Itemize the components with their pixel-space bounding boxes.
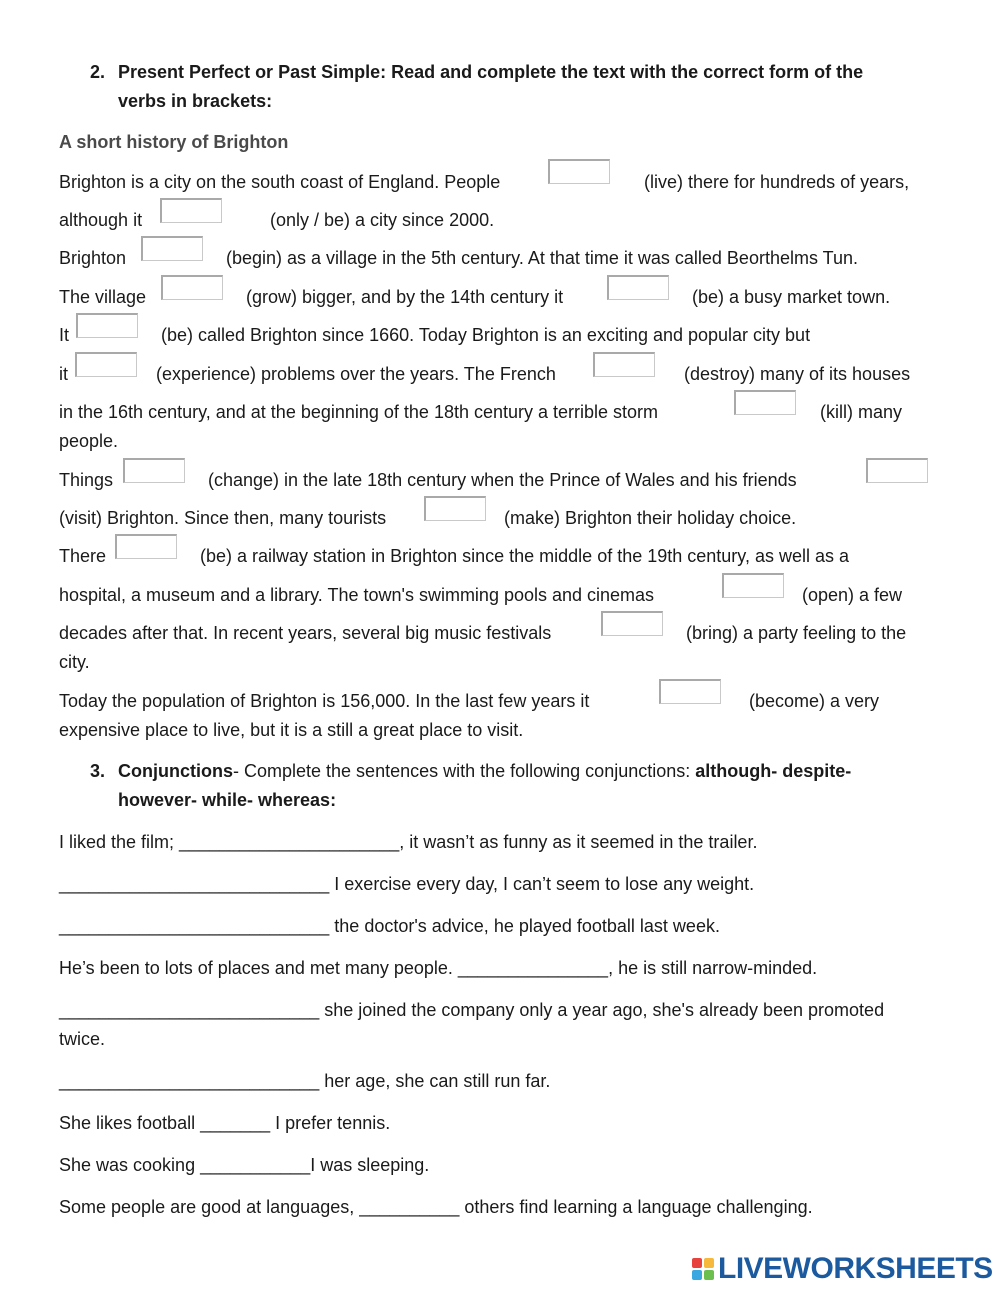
- text-line: (bring) a party feeling to the: [686, 623, 907, 643]
- answer-box-bring[interactable]: [601, 611, 663, 636]
- sentence-4: He’s been to lots of places and met many people. _______________, he is still narrow-minded.: [59, 958, 818, 978]
- text-line: (become) a very: [749, 691, 880, 711]
- text-line: (destroy) many of its houses: [684, 364, 911, 384]
- answer-box-destroy[interactable]: [593, 352, 655, 377]
- exercise-3-heading: [90, 757, 851, 815]
- text-line: Brighton is a city on the south coast of England. People: [59, 172, 501, 192]
- answer-box-make[interactable]: [424, 496, 486, 521]
- logo-text: LIVEWORKSHEETS: [718, 1252, 993, 1285]
- text-line: decades after that. In recent years, several big music festivals: [59, 623, 552, 643]
- sentence-6: __________________________ her age, she can still run far.: [59, 1071, 551, 1091]
- exercise-title-cont: verbs in brackets:: [118, 91, 273, 111]
- conjunction-list-cont: however- while- whereas:: [118, 790, 337, 810]
- logo-icon: [692, 1258, 714, 1280]
- text-subtitle: A short history of Brighton: [59, 132, 289, 152]
- exercise-number: 2.: [90, 62, 106, 82]
- text-line: (be) a railway station in Brighton since the middle of the 19th century, as well as a: [200, 546, 850, 566]
- text-line: (begin) as a village in the 5th century. At that time it was called Beorthelms Tun.: [226, 248, 858, 268]
- text-line: people.: [59, 431, 119, 451]
- text-line: Today the population of Brighton is 156,000. In the last few years it: [59, 691, 590, 711]
- answer-box-only-be[interactable]: [160, 198, 222, 223]
- conjunction-list: although- despite-: [695, 761, 852, 781]
- text-line: (visit) Brighton. Since then, many tourists: [59, 508, 387, 528]
- exercise-title: Present Perfect or Past Simple: Read and complete the text with the correct form of the: [118, 62, 864, 82]
- sentence-5-cont: twice.: [59, 1029, 106, 1049]
- sentence-9: Some people are good at languages, __________ others find learning a language challenging.: [59, 1197, 813, 1217]
- text-line: It: [59, 325, 70, 345]
- text-line: (be) a busy market town.: [692, 287, 891, 307]
- text-line: expensive place to live, but it is a still a great place to visit.: [59, 720, 524, 740]
- answer-box-begin[interactable]: [141, 236, 203, 261]
- text-line: in the 16th century, and at the beginning of the 18th century a terrible storm: [59, 402, 659, 422]
- text-line: (change) in the late 18th century when the Prince of Wales and his friends: [208, 470, 797, 490]
- answer-box-open[interactable]: [722, 573, 784, 598]
- text-line: There: [59, 546, 107, 566]
- text-line: (kill) many: [820, 402, 903, 422]
- sentence-1: I liked the film; ______________________, it wasn’t as funny as it seemed in the trailer.: [59, 832, 758, 852]
- text-line: (make) Brighton their holiday choice.: [504, 508, 797, 528]
- text-line: (open) a few: [802, 585, 903, 605]
- sentence-8: She was cooking ___________I was sleeping.: [59, 1155, 430, 1175]
- answer-box-be-1[interactable]: [607, 275, 669, 300]
- sentence-5: __________________________ she joined the company only a year ago, she's already been promoted: [59, 1000, 885, 1020]
- exercise-instruction: - Complete the sentences with the following conjunctions:: [233, 761, 696, 781]
- text-line: Brighton: [59, 248, 127, 268]
- text-line: hospital, a museum and a library. The town's swimming pools and cinemas: [59, 585, 655, 605]
- answer-box-experience[interactable]: [75, 352, 137, 377]
- text-line: although it: [59, 210, 143, 230]
- exercise-title: Conjunctions: [118, 761, 233, 781]
- sentence-7: She likes football _______ I prefer tennis.: [59, 1113, 391, 1133]
- sentence-2: ___________________________ I exercise every day, I can’t seem to lose any weight.: [59, 874, 755, 894]
- text-line: (be) called Brighton since 1660. Today Brighton is an exciting and popular city but: [161, 325, 811, 345]
- exercise-2-heading: [90, 58, 863, 116]
- answer-box-change[interactable]: [123, 458, 185, 483]
- answer-box-be-2[interactable]: [115, 534, 177, 559]
- liveworksheets-logo: [692, 1252, 993, 1286]
- answer-box-be-called[interactable]: [76, 313, 138, 338]
- text-line: (only / be) a city since 2000.: [270, 210, 495, 230]
- answer-box-kill[interactable]: [734, 390, 796, 415]
- text-line: The village: [59, 287, 147, 307]
- text-line: (experience) problems over the years. The French: [156, 364, 556, 384]
- answer-box-visit[interactable]: [866, 458, 928, 483]
- text-line: city.: [59, 652, 90, 672]
- sentence-3: ___________________________ the doctor's advice, he played football last week.: [59, 916, 720, 936]
- text-line: it: [59, 364, 68, 384]
- answer-box-grow[interactable]: [161, 275, 223, 300]
- text-line: (live) there for hundreds of years,: [644, 172, 910, 192]
- exercise-number: 3.: [90, 761, 106, 781]
- text-line: Things: [59, 470, 114, 490]
- answer-box-live[interactable]: [548, 159, 610, 184]
- text-line: (grow) bigger, and by the 14th century it: [246, 287, 564, 307]
- answer-box-become[interactable]: [659, 679, 721, 704]
